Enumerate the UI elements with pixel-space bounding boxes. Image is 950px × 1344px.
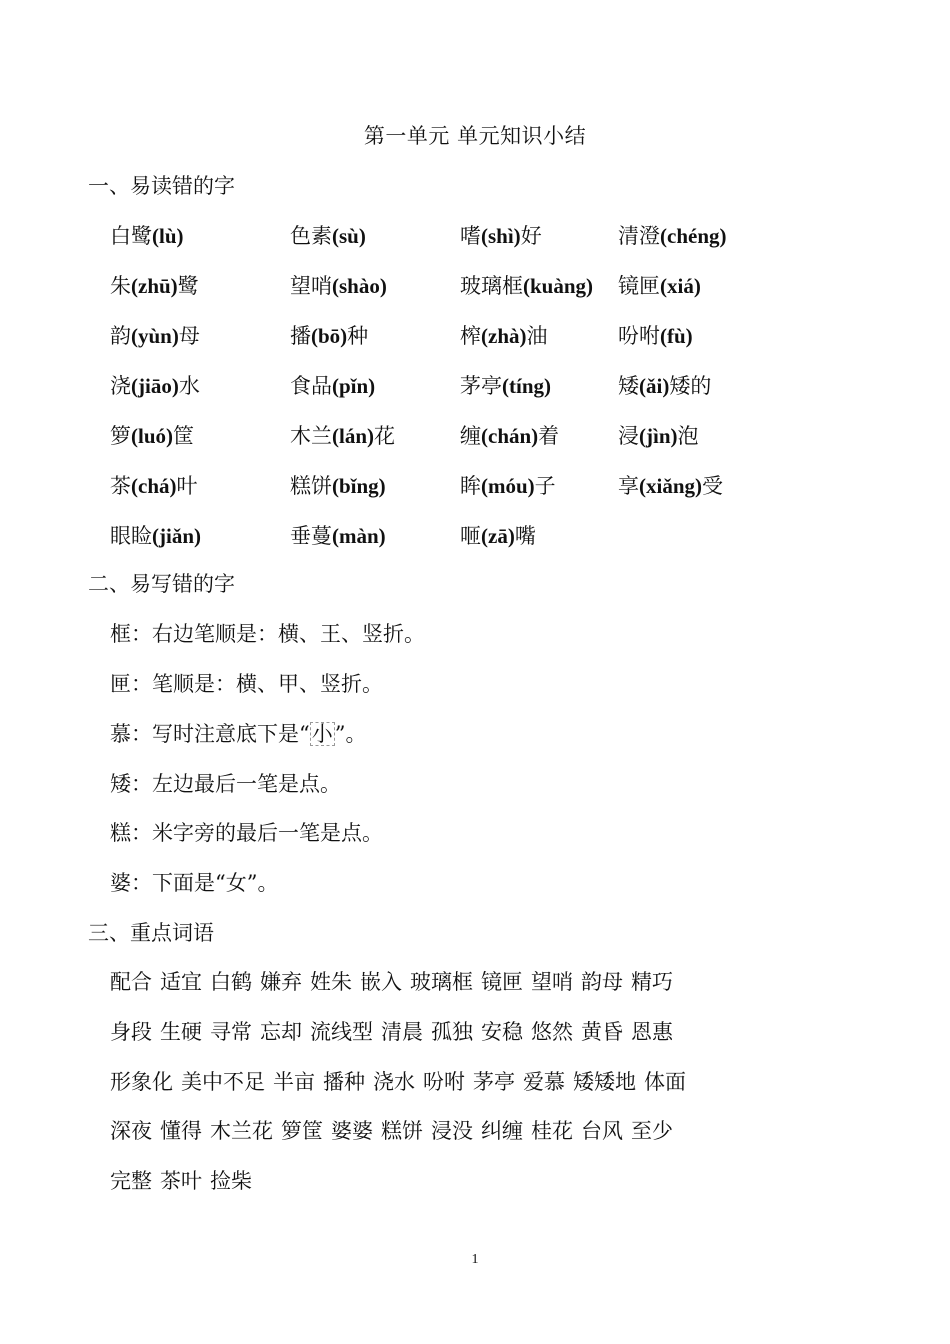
pinyin-entry	[290, 522, 386, 550]
key-word: 精巧	[631, 970, 673, 994]
key-word: 嵌入	[360, 970, 402, 994]
pinyin-entry	[460, 372, 551, 400]
key-word: 台风	[581, 1119, 623, 1143]
entry-pinyin: (shì)	[481, 224, 521, 248]
pinyin-entry	[618, 272, 701, 300]
key-word: 爱慕	[523, 1070, 565, 1094]
entry-pinyin: (lù)	[152, 224, 184, 248]
entry-pinyin: (fù)	[660, 324, 693, 348]
entry-pinyin: (luó)	[131, 424, 173, 448]
pinyin-entry	[460, 222, 542, 250]
entry-pinyin: (chéng)	[660, 224, 727, 248]
entry-characters: 吩咐	[618, 324, 660, 348]
entry-pinyin: (jiāo)	[131, 374, 179, 398]
entry-characters-after: 矮的	[669, 374, 712, 398]
entry-characters: 玻璃框	[460, 274, 523, 298]
pinyin-entry	[618, 222, 727, 250]
key-word: 形象化	[110, 1070, 173, 1094]
entry-characters: 播	[290, 324, 311, 348]
entry-characters: 茶	[110, 474, 131, 498]
key-words-line	[110, 1018, 681, 1046]
entry-characters: 糕饼	[290, 474, 332, 498]
entry-pinyin: (kuàng)	[523, 274, 594, 298]
entry-characters: 清澄	[618, 224, 660, 248]
entry-pinyin: (tíng)	[502, 374, 551, 398]
key-word: 适宜	[160, 970, 202, 994]
entry-characters: 镜匣	[618, 274, 660, 298]
pinyin-entry	[110, 522, 201, 550]
key-word: 完整	[110, 1169, 152, 1193]
key-word: 身段	[110, 1020, 152, 1044]
pinyin-entry	[290, 372, 375, 400]
key-word: 矮矮地	[573, 1070, 636, 1094]
key-words-line	[110, 1167, 260, 1195]
key-word: 韵母	[581, 970, 623, 994]
entry-pinyin: (lán)	[332, 424, 374, 448]
entry-pinyin: (jìn)	[639, 424, 678, 448]
entry-pinyin: (xiá)	[660, 274, 701, 298]
entry-characters-after: 泡	[677, 424, 699, 448]
key-word: 浇水	[373, 1070, 415, 1094]
entry-characters-after: 花	[374, 424, 395, 448]
rule-line: 框：右边笔顺是：横、王、竖折。	[110, 622, 425, 646]
rule-line: 糕：米字旁的最后一笔是点。	[110, 821, 383, 845]
key-word: 黄昏	[581, 1020, 623, 1044]
key-word: 体面	[644, 1070, 686, 1094]
entry-pinyin: (xiǎng)	[639, 474, 702, 498]
entry-pinyin: (pǐn)	[332, 374, 376, 398]
entry-characters: 眸	[460, 474, 481, 498]
pinyin-entry	[618, 372, 711, 400]
key-word: 半亩	[273, 1070, 315, 1094]
key-word: 悠然	[531, 1020, 573, 1044]
entry-characters: 垂蔓	[290, 524, 332, 548]
key-word: 寻常	[210, 1020, 252, 1044]
key-word: 浸没	[431, 1119, 473, 1143]
key-word: 流线型	[310, 1020, 373, 1044]
entry-pinyin: (jiǎn)	[152, 524, 201, 548]
entry-characters-after: 叶	[176, 474, 198, 498]
pinyin-entry	[460, 472, 556, 500]
entry-characters: 朱	[110, 274, 131, 298]
key-word: 懂得	[160, 1119, 202, 1143]
section-heading-misread: 一、易读错的字	[88, 174, 235, 198]
pinyin-entry	[460, 272, 593, 300]
page-number: 1	[471, 1252, 479, 1267]
key-word: 配合	[110, 970, 152, 994]
entry-pinyin: (yùn)	[131, 324, 179, 348]
rule-line: 矮：左边最后一笔是点。	[110, 772, 341, 796]
entry-pinyin: (chá)	[131, 474, 177, 498]
entry-characters: 咂	[460, 524, 481, 548]
key-word: 玻璃框	[410, 970, 473, 994]
key-word: 嫌弃	[260, 970, 302, 994]
entry-characters: 白鹭	[110, 224, 152, 248]
key-word: 安稳	[481, 1020, 523, 1044]
key-word: 白鹤	[210, 970, 252, 994]
entry-characters: 韵	[110, 324, 131, 348]
key-words-line	[110, 1068, 694, 1096]
key-word: 婆婆	[331, 1119, 373, 1143]
entry-characters: 望哨	[290, 274, 332, 298]
entry-characters: 享	[618, 474, 639, 498]
key-word: 清晨	[381, 1020, 423, 1044]
key-word: 箩筐	[281, 1119, 323, 1143]
pinyin-entry	[110, 422, 194, 450]
key-word: 恩惠	[631, 1020, 673, 1044]
entry-characters-after: 好	[520, 224, 542, 248]
entry-characters: 木兰	[290, 424, 332, 448]
entry-characters-after: 鹭	[177, 274, 199, 298]
page-title: 第一单元 单元知识小结	[363, 124, 587, 148]
entry-characters: 矮	[618, 374, 639, 398]
key-words-line	[110, 1117, 681, 1145]
entry-pinyin: (màn)	[332, 524, 386, 548]
entry-characters: 色素	[290, 224, 332, 248]
key-word: 生硬	[160, 1020, 202, 1044]
entry-characters: 茅亭	[460, 374, 502, 398]
entry-pinyin: (sù)	[332, 224, 366, 248]
key-word: 深夜	[110, 1119, 152, 1143]
entry-pinyin: (chán)	[481, 424, 539, 448]
key-word: 孤独	[431, 1020, 473, 1044]
entry-characters-after: 水	[178, 374, 200, 398]
entry-pinyin: (ǎi)	[639, 374, 670, 398]
rule-line: 婆：下面是“女”。	[110, 871, 279, 895]
entry-pinyin: (zhū)	[131, 274, 178, 298]
pinyin-entry	[110, 372, 200, 400]
pinyin-entry	[110, 272, 199, 300]
entry-characters: 嗜	[460, 224, 481, 248]
key-word: 茅亭	[473, 1070, 515, 1094]
entry-characters: 箩	[110, 424, 131, 448]
key-word: 镜匣	[481, 970, 523, 994]
rule-text-after: ”。	[334, 722, 367, 746]
key-word: 忘却	[260, 1020, 302, 1044]
entry-pinyin: (bǐng)	[332, 474, 386, 498]
entry-characters: 浸	[618, 424, 639, 448]
rule-line	[110, 720, 367, 748]
entry-characters: 缠	[460, 424, 481, 448]
rule-text-before: 慕：写时注意底下是“	[110, 722, 310, 746]
entry-characters-after: 受	[702, 474, 723, 498]
rule-line: 匣：笔顺是：横、甲、竖折。	[110, 672, 383, 696]
entry-pinyin: (bō)	[311, 324, 348, 348]
key-word: 茶叶	[160, 1169, 202, 1193]
entry-characters-after: 筐	[173, 424, 194, 448]
key-word: 望哨	[531, 970, 573, 994]
key-word: 播种	[323, 1070, 365, 1094]
entry-pinyin: (móu)	[481, 474, 535, 498]
pinyin-entry	[460, 422, 559, 450]
key-word: 捡柴	[210, 1169, 252, 1193]
pinyin-entry	[460, 322, 548, 350]
pinyin-entry	[290, 422, 395, 450]
section-heading-miswritten: 二、易写错的字	[88, 572, 235, 596]
pinyin-entry	[618, 422, 699, 450]
pinyin-entry	[618, 322, 693, 350]
pinyin-entry	[290, 472, 386, 500]
pinyin-entry	[110, 222, 184, 250]
pinyin-entry	[110, 322, 200, 350]
entry-pinyin: (zā)	[481, 524, 515, 548]
section-heading-key-words: 三、重点词语	[88, 921, 214, 945]
key-word: 桂花	[531, 1119, 573, 1143]
entry-characters: 眼睑	[110, 524, 152, 548]
entry-characters-after: 油	[526, 324, 548, 348]
key-words-line	[110, 968, 681, 996]
pinyin-entry	[290, 222, 366, 250]
entry-characters-after: 子	[534, 474, 556, 498]
key-word: 糕饼	[381, 1119, 423, 1143]
pinyin-entry	[618, 472, 723, 500]
entry-characters-after: 嘴	[514, 524, 536, 548]
entry-characters-after: 着	[538, 424, 560, 448]
entry-pinyin: (zhà)	[481, 324, 527, 348]
key-word: 纠缠	[481, 1119, 523, 1143]
pinyin-entry	[290, 272, 387, 300]
pinyin-entry	[290, 322, 368, 350]
key-word: 木兰花	[210, 1119, 273, 1143]
pinyin-entry	[460, 522, 536, 550]
key-word: 至少	[631, 1119, 673, 1143]
boxed-character: 小	[311, 722, 333, 746]
entry-pinyin: (shào)	[332, 274, 387, 298]
entry-characters: 食品	[290, 374, 332, 398]
key-word: 姓朱	[310, 970, 352, 994]
key-word: 吩咐	[423, 1070, 465, 1094]
key-word: 美中不足	[181, 1070, 265, 1094]
pinyin-entry	[110, 472, 198, 500]
entry-characters: 榨	[460, 324, 481, 348]
entry-characters: 浇	[110, 374, 131, 398]
entry-characters-after: 母	[178, 324, 200, 348]
entry-characters-after: 种	[347, 324, 369, 348]
